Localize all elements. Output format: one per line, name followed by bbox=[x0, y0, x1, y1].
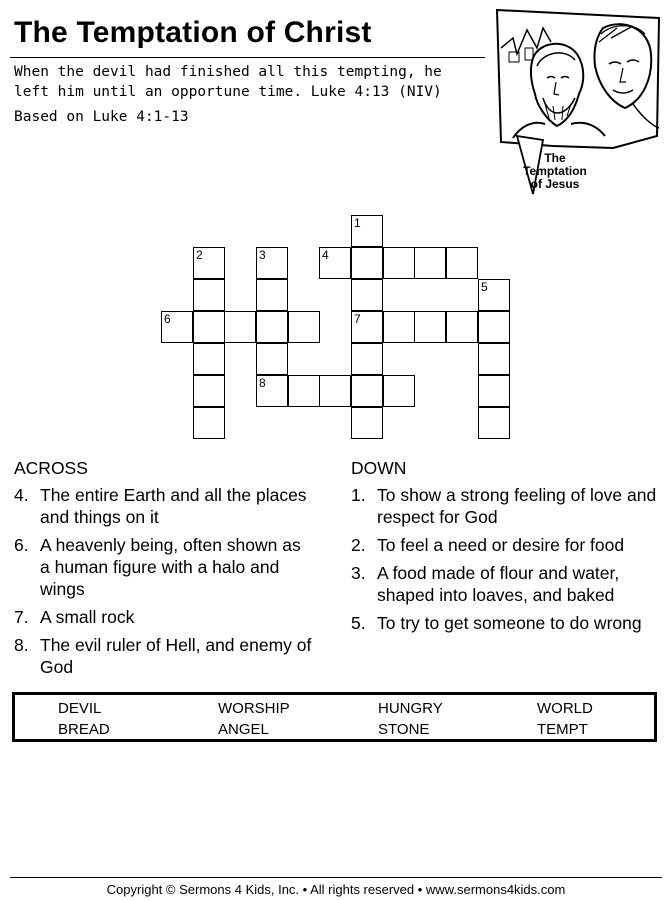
crossword-cell[interactable] bbox=[414, 311, 446, 343]
clue-number: 3 bbox=[259, 248, 266, 262]
across-clues bbox=[14, 458, 314, 684]
clue-number: 4 bbox=[322, 248, 329, 262]
clue-label: 3. bbox=[351, 563, 366, 583]
page-title: The Temptation of Christ bbox=[14, 16, 372, 49]
clue-number: 1 bbox=[354, 216, 361, 230]
clue-item bbox=[351, 534, 663, 556]
crossword-cell[interactable] bbox=[351, 279, 383, 311]
clue-item bbox=[14, 484, 314, 528]
illustration-caption bbox=[505, 152, 605, 191]
word-bank-item: WORSHIP bbox=[218, 700, 290, 717]
clue-text: The evil ruler of Hell, and enemy of God bbox=[40, 635, 312, 677]
word-bank bbox=[12, 692, 657, 742]
word-bank-item: BREAD bbox=[58, 721, 110, 738]
crossword-cell[interactable] bbox=[161, 311, 193, 343]
clue-number: 7 bbox=[354, 312, 361, 326]
crossword-cell[interactable] bbox=[383, 375, 415, 407]
crossword-cell[interactable] bbox=[256, 311, 288, 343]
clue-label: 6. bbox=[14, 535, 29, 555]
caption-line: of Jesus bbox=[530, 177, 580, 191]
clue-number: 2 bbox=[196, 248, 203, 262]
across-heading: ACROSS bbox=[14, 458, 88, 478]
crossword-cell[interactable] bbox=[414, 247, 446, 279]
crossword-cell[interactable] bbox=[478, 407, 510, 439]
caption-line: Temptation bbox=[523, 164, 587, 178]
clue-label: 1. bbox=[351, 485, 366, 505]
clue-text: A small rock bbox=[40, 607, 135, 627]
clue-item bbox=[14, 534, 314, 600]
crossword-cell[interactable] bbox=[193, 375, 225, 407]
word-bank-item: STONE bbox=[378, 721, 430, 738]
clue-text: A heavenly being, often shown as a human figure with a halo and wings bbox=[40, 535, 301, 599]
crossword-cell[interactable] bbox=[256, 375, 288, 407]
clue-item bbox=[351, 484, 663, 528]
crossword-cell[interactable] bbox=[351, 343, 383, 375]
down-heading: DOWN bbox=[351, 458, 407, 478]
word-bank-item: TEMPT bbox=[537, 721, 588, 738]
clue-number: 5 bbox=[481, 280, 488, 294]
clue-label: 5. bbox=[351, 613, 366, 633]
crossword-cell[interactable] bbox=[446, 311, 478, 343]
clue-label: 2. bbox=[351, 535, 366, 555]
crossword-cell[interactable] bbox=[351, 215, 383, 247]
crossword-cell[interactable] bbox=[288, 311, 320, 343]
word-bank-item: HUNGRY bbox=[378, 700, 443, 717]
crossword-cell[interactable] bbox=[193, 407, 225, 439]
crossword-cell[interactable] bbox=[383, 247, 415, 279]
clue-number: 6 bbox=[164, 312, 171, 326]
crossword-cell[interactable] bbox=[383, 311, 415, 343]
clue-text: The entire Earth and all the places and things on it bbox=[40, 485, 307, 527]
clue-label: 4. bbox=[14, 485, 29, 505]
title-divider bbox=[10, 57, 485, 58]
crossword-cell[interactable] bbox=[193, 247, 225, 279]
crossword-cell[interactable] bbox=[478, 279, 510, 311]
down-clues bbox=[351, 458, 663, 640]
word-bank-item: WORLD bbox=[537, 700, 593, 717]
word-bank-item: ANGEL bbox=[218, 721, 269, 738]
footer-divider bbox=[10, 877, 662, 878]
clue-item bbox=[14, 606, 314, 628]
crossword-cell[interactable] bbox=[351, 311, 383, 343]
clue-label: 8. bbox=[14, 635, 29, 655]
crossword-cell[interactable] bbox=[478, 375, 510, 407]
scripture-reference: Based on Luke 4:1-13 bbox=[14, 109, 189, 125]
clue-item bbox=[351, 562, 663, 606]
crossword-cell[interactable] bbox=[319, 247, 351, 279]
clue-text: To feel a need or desire for food bbox=[377, 535, 625, 555]
caption-line: The bbox=[544, 151, 566, 165]
crossword-cell[interactable] bbox=[256, 343, 288, 375]
clue-number: 8 bbox=[259, 376, 266, 390]
crossword-cell[interactable] bbox=[193, 343, 225, 375]
crossword-cell[interactable] bbox=[288, 375, 320, 407]
crossword-cell[interactable] bbox=[478, 343, 510, 375]
bible-verse: When the devil had finished all this tempting, he left him until an opportune time. Luke 4:13 (NIV) bbox=[14, 64, 442, 100]
clue-text: A food made of flour and water, shaped into loaves, and baked bbox=[377, 563, 620, 605]
clue-item bbox=[14, 634, 314, 678]
crossword-cell[interactable] bbox=[478, 311, 510, 343]
clue-label: 7. bbox=[14, 607, 29, 627]
word-bank-item: DEVIL bbox=[58, 700, 102, 717]
clue-text: To try to get someone to do wrong bbox=[377, 613, 642, 633]
crossword-cell[interactable] bbox=[256, 247, 288, 279]
crossword-cell[interactable] bbox=[319, 375, 351, 407]
crossword-cell[interactable] bbox=[193, 279, 225, 311]
crossword-cell[interactable] bbox=[446, 247, 478, 279]
clue-text: To show a strong feeling of love and respect for God bbox=[377, 485, 657, 527]
crossword-cell[interactable] bbox=[193, 311, 225, 343]
crossword-cell[interactable] bbox=[351, 247, 383, 279]
crossword-cell[interactable] bbox=[224, 311, 256, 343]
copyright-footer: Copyright © Sermons 4 Kids, Inc. • All rights reserved • www.sermons4kids.com bbox=[106, 882, 566, 897]
clue-item bbox=[351, 612, 663, 634]
crossword-cell[interactable] bbox=[351, 407, 383, 439]
crossword-cell[interactable] bbox=[256, 279, 288, 311]
crossword-cell[interactable] bbox=[351, 375, 383, 407]
